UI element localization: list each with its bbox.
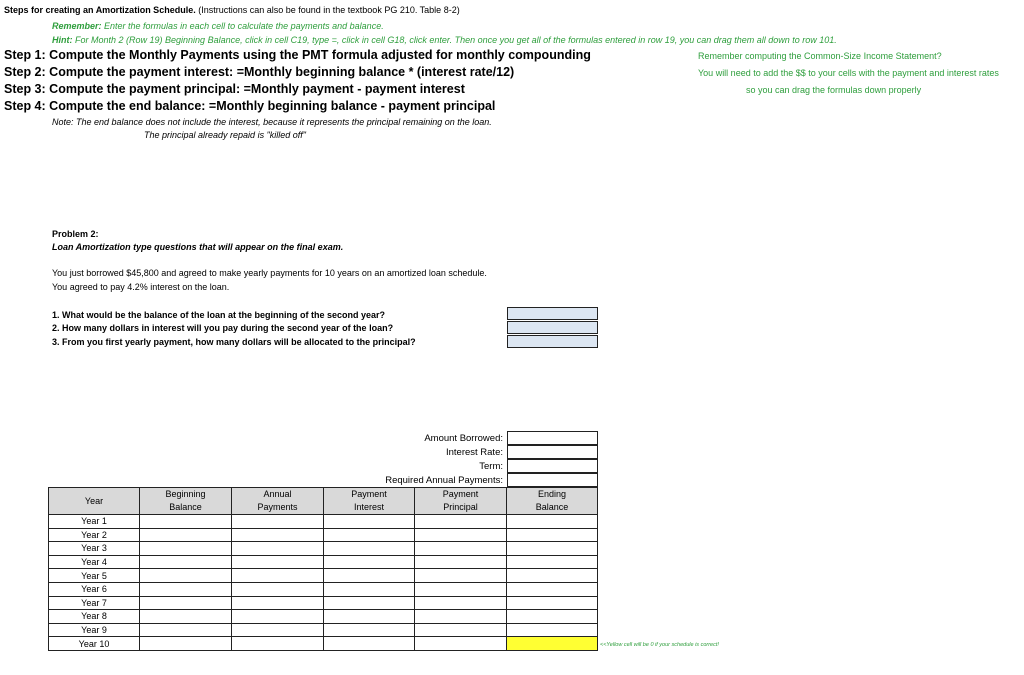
- table-row: [49, 569, 598, 583]
- table-row: [49, 542, 598, 556]
- answer-cell-2[interactable]: [507, 321, 598, 334]
- payment-interest-cell[interactable]: [324, 582, 415, 596]
- table-row: [49, 637, 598, 651]
- year-cell: Year 1: [49, 515, 140, 529]
- step-text: Compute the end balance: =Monthly beginning balance - payment principal: [49, 99, 496, 113]
- answer-cell-1[interactable]: [507, 307, 598, 320]
- year-cell: Year 8: [49, 610, 140, 624]
- payment-principal-cell[interactable]: [415, 542, 507, 556]
- problem-desc-1: You just borrowed $45,800 and agreed to make yearly payments for 10 years on an amortized loan schedule.: [52, 268, 487, 278]
- payment-interest-cell[interactable]: [324, 569, 415, 583]
- interest-rate-label: Interest Rate:: [445, 447, 503, 458]
- payment-interest-cell[interactable]: [324, 528, 415, 542]
- payment-interest-cell[interactable]: [324, 555, 415, 569]
- year-cell: Year 5: [49, 569, 140, 583]
- beginning-balance-cell[interactable]: [140, 610, 232, 624]
- annual-payment-cell[interactable]: [232, 623, 324, 637]
- table-row: [49, 582, 598, 596]
- beginning-balance-cell[interactable]: [140, 555, 232, 569]
- table-header-row: [49, 488, 598, 515]
- payment-principal-cell[interactable]: [415, 596, 507, 610]
- step-text: Compute the payment principal: =Monthly payment - payment interest: [49, 82, 465, 96]
- step-text: Compute the payment interest: =Monthly beginning balance * (interest rate/12): [49, 65, 515, 79]
- ending-balance-cell[interactable]: [507, 528, 598, 542]
- problem-subtitle: Loan Amortization type questions that will appear on the final exam.: [52, 242, 344, 252]
- beginning-balance-cell[interactable]: [140, 542, 232, 556]
- year-cell: Year 4: [49, 555, 140, 569]
- ending-balance-cell[interactable]: [507, 610, 598, 624]
- year-cell: Year 3: [49, 542, 140, 556]
- header-year: Year: [49, 488, 140, 515]
- term-input[interactable]: [507, 459, 598, 473]
- annual-payment-cell[interactable]: [232, 610, 324, 624]
- payment-principal-cell[interactable]: [415, 515, 507, 529]
- annual-payment-cell[interactable]: [232, 542, 324, 556]
- note-line-1: Note: The end balance does not include the interest, because it represents the principal remaining on the loan.: [52, 117, 492, 127]
- table-row: [49, 596, 598, 610]
- year-cell: Year 9: [49, 623, 140, 637]
- remember-text: Enter the formulas in each cell to calculate the payments and balance.: [101, 21, 384, 31]
- final-ending-balance-cell[interactable]: [507, 637, 598, 651]
- step-2: [4, 65, 514, 79]
- annual-payment-cell[interactable]: [232, 515, 324, 529]
- year-cell: Year 2: [49, 528, 140, 542]
- ending-balance-cell[interactable]: [507, 569, 598, 583]
- answer-cell-3[interactable]: [507, 335, 598, 348]
- yellow-cell-note: <<Yellow cell will be 0 if your schedule is correct!: [600, 642, 719, 648]
- payment-principal-cell[interactable]: [415, 569, 507, 583]
- header-title-bold: Steps for creating an Amortization Schedule.: [4, 5, 196, 15]
- ending-balance-cell[interactable]: [507, 555, 598, 569]
- header-beginning-balance: Beginning Balance: [140, 488, 232, 515]
- interest-rate-input[interactable]: [507, 445, 598, 459]
- annual-payment-cell[interactable]: [232, 596, 324, 610]
- ending-balance-cell[interactable]: [507, 623, 598, 637]
- annual-payment-cell[interactable]: [232, 528, 324, 542]
- step-label: Step 2:: [4, 65, 46, 79]
- header-ending-balance: Ending Balance: [507, 488, 598, 515]
- hint-label: Hint:: [52, 35, 73, 45]
- table-row: [49, 515, 598, 529]
- beginning-balance-cell[interactable]: [140, 623, 232, 637]
- table-row: [49, 623, 598, 637]
- problem-desc-2: You agreed to pay 4.2% interest on the loan.: [52, 282, 230, 292]
- year-cell: Year 7: [49, 596, 140, 610]
- hint-text: For Month 2 (Row 19) Beginning Balance, click in cell C19, type =, click in cell G18, click enter. Then once you get all of the formulas entered in row 19, you can drag them all down to row 101.: [72, 35, 837, 45]
- step-1: [4, 48, 591, 62]
- term-label: Term:: [479, 461, 503, 472]
- ending-balance-cell[interactable]: [507, 542, 598, 556]
- table-row: [49, 528, 598, 542]
- required-payments-input[interactable]: [507, 473, 598, 487]
- question-3: 3. From you first yearly payment, how many dollars will be allocated to the principal?: [52, 337, 416, 347]
- annual-payment-cell[interactable]: [232, 637, 324, 651]
- table-row: [49, 610, 598, 624]
- required-payments-label: Required Annual Payments:: [385, 475, 503, 486]
- payment-interest-cell[interactable]: [324, 623, 415, 637]
- ending-balance-cell[interactable]: [507, 582, 598, 596]
- header-title: [4, 5, 460, 15]
- payment-interest-cell[interactable]: [324, 515, 415, 529]
- payment-interest-cell[interactable]: [324, 610, 415, 624]
- amortization-table: [48, 487, 598, 651]
- table-row: [49, 555, 598, 569]
- payment-interest-cell[interactable]: [324, 542, 415, 556]
- payment-principal-cell[interactable]: [415, 623, 507, 637]
- year-cell: Year 6: [49, 582, 140, 596]
- step-4: [4, 99, 495, 113]
- beginning-balance-cell[interactable]: [140, 515, 232, 529]
- annual-payment-cell[interactable]: [232, 582, 324, 596]
- side-note-2: You will need to add the $$ to your cells with the payment and interest rates: [698, 68, 999, 78]
- step-label: Step 1:: [4, 48, 46, 62]
- annual-payment-cell[interactable]: [232, 569, 324, 583]
- ending-balance-cell[interactable]: [507, 596, 598, 610]
- ending-balance-cell[interactable]: [507, 515, 598, 529]
- remember-label: Remember:: [52, 21, 102, 31]
- payment-principal-cell[interactable]: [415, 528, 507, 542]
- header-payment-interest: Payment Interest: [324, 488, 415, 515]
- note-line-2: The principal already repaid is "killed off": [144, 130, 306, 140]
- payment-principal-cell[interactable]: [415, 637, 507, 651]
- header-annual-payments: Annual Payments: [232, 488, 324, 515]
- step-label: Step 3:: [4, 82, 46, 96]
- step-3: [4, 82, 465, 96]
- remember-line: [52, 21, 384, 31]
- payment-principal-cell[interactable]: [415, 582, 507, 596]
- beginning-balance-cell[interactable]: [140, 637, 232, 651]
- header-payment-principal: Payment Principal: [415, 488, 507, 515]
- annual-payment-cell[interactable]: [232, 555, 324, 569]
- payment-interest-cell[interactable]: [324, 596, 415, 610]
- amount-borrowed-label: Amount Borrowed:: [424, 433, 503, 444]
- payment-interest-cell[interactable]: [324, 637, 415, 651]
- beginning-balance-cell[interactable]: [140, 528, 232, 542]
- beginning-balance-cell[interactable]: [140, 582, 232, 596]
- step-text: Compute the Monthly Payments using the PMT formula adjusted for monthly compounding: [49, 48, 591, 62]
- year-cell: Year 10: [49, 637, 140, 651]
- side-note-1: Remember computing the Common-Size Income Statement?: [698, 51, 942, 61]
- beginning-balance-cell[interactable]: [140, 569, 232, 583]
- header-title-rest: (Instructions can also be found in the textbook PG 210. Table 8-2): [195, 5, 460, 15]
- hint-line: [52, 35, 837, 45]
- payment-principal-cell[interactable]: [415, 610, 507, 624]
- question-2: 2. How many dollars in interest will you pay during the second year of the loan?: [52, 323, 394, 333]
- step-label: Step 4:: [4, 99, 46, 113]
- beginning-balance-cell[interactable]: [140, 596, 232, 610]
- problem-title: Problem 2:: [52, 229, 99, 239]
- question-1: 1. What would be the balance of the loan at the beginning of the second year?: [52, 310, 386, 320]
- amount-borrowed-input[interactable]: [507, 431, 598, 445]
- payment-principal-cell[interactable]: [415, 555, 507, 569]
- side-note-3: so you can drag the formulas down properly: [746, 85, 922, 95]
